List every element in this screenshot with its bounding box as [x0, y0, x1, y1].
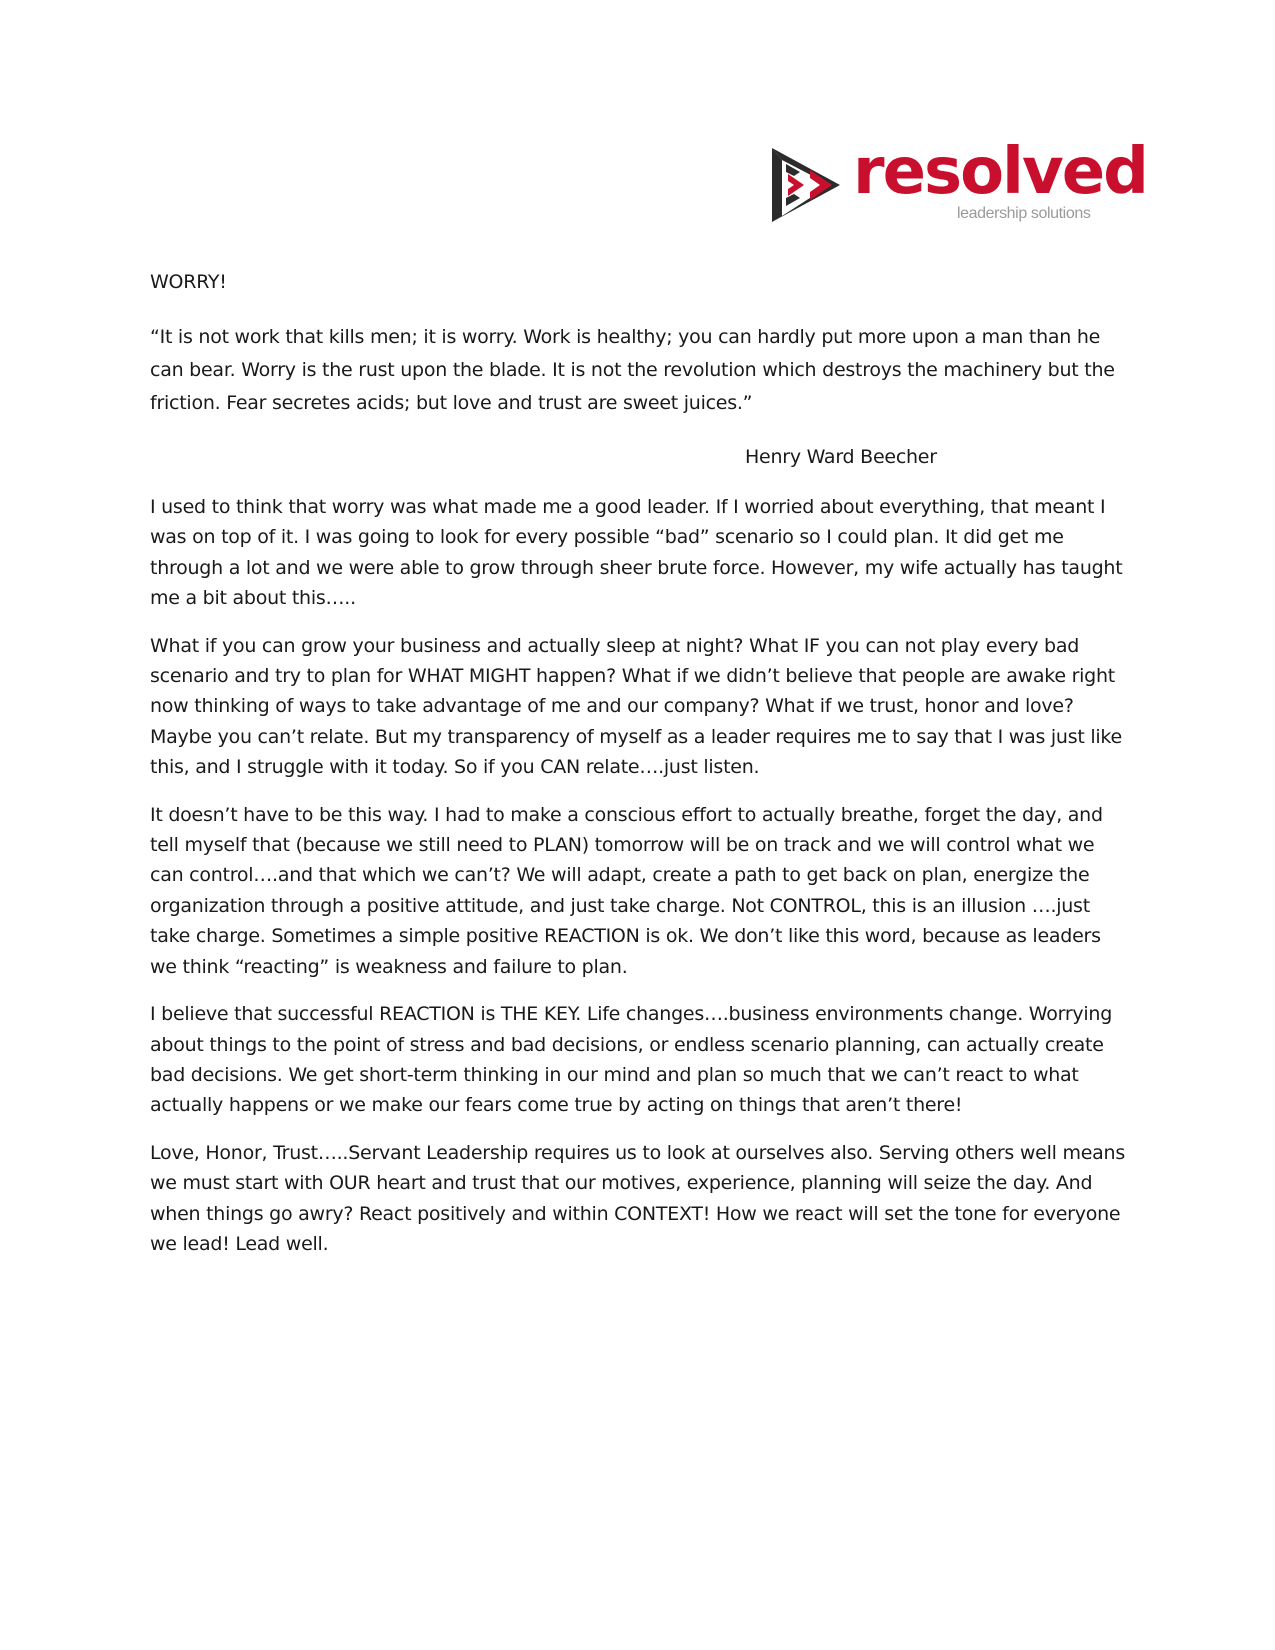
paragraph: What if you can grow your business and actually sleep at night? What IF you can not play every bad scenario and try to plan for WHAT MIGHT happen? What if we didn’t believe that people are awake right now thinking of ways to take advantage of me and our company? What if we trust, honor and love? Maybe you can’t relate. But my transparency of myself as a leader requires me to say that I was just like this, and I struggle with it today. So if you CAN relate….just listen. — [150, 634, 1122, 779]
quote-attribution: Henry Ward Beecher — [745, 446, 937, 468]
company-logo — [770, 135, 1147, 226]
document-title: WORRY! — [150, 271, 227, 293]
paragraph: I believe that successful REACTION is THE KEY. Life changes….business environments change. Worrying about things to the point of stress and bad decisions, or endless scenario planning, can actually create bad decisions. We get short-term thinking in our mind and plan so much that we can’t react to what actually happens or we make our fears come true by acting on things that aren’t there! — [150, 1003, 1113, 1117]
opening-quote: “It is not work that kills men; it is worry. Work is healthy; you can hardly put more upon a man than he can bear. Worry is the rust upon the blade. It is not the revolution which destroys the machinery but the friction. Fear secretes acids; but love and trust are sweet juices.” — [150, 326, 1115, 414]
logo-wordmark: resolved — [853, 135, 1147, 209]
paragraph: I used to think that worry was what made me a good leader. If I worried about everything, that meant I was on top of it. I was going to look for every possible “bad” scenario so I could plan. It did get me through a lot and we were able to grow through sheer brute force. However, my wife actually has taught me a bit about this….. — [150, 496, 1123, 610]
paragraph: Love, Honor, Trust…..Servant Leadership requires us to look at ourselves also. Serving others well means we must start with OUR heart and trust that our motives, experience, planning will seize the day. And when things go awry? React positively and within CONTEXT! How we react will set the tone for everyone we lead! Lead well. — [150, 1141, 1125, 1255]
document-body — [150, 267, 1130, 1276]
triangle-arrows-logo-icon — [770, 146, 842, 224]
logo-tagline: leadership solutions — [957, 205, 1091, 222]
paragraph: It doesn’t have to be this way. I had to make a conscious effort to actually breathe, forget the day, and tell myself that (because we still need to PLAN) tomorrow will be on track and we will control what we can control….and that which we can’t? We will adapt, create a path to get back on plan, energize the organization through a positive attitude, and just take charge. Not CONTROL, this is an illusion ….just take charge. Sometimes a simple positive REACTION is ok. We don’t like this word, because as leaders we think “reacting” is weakness and failure to plan. — [150, 803, 1103, 978]
